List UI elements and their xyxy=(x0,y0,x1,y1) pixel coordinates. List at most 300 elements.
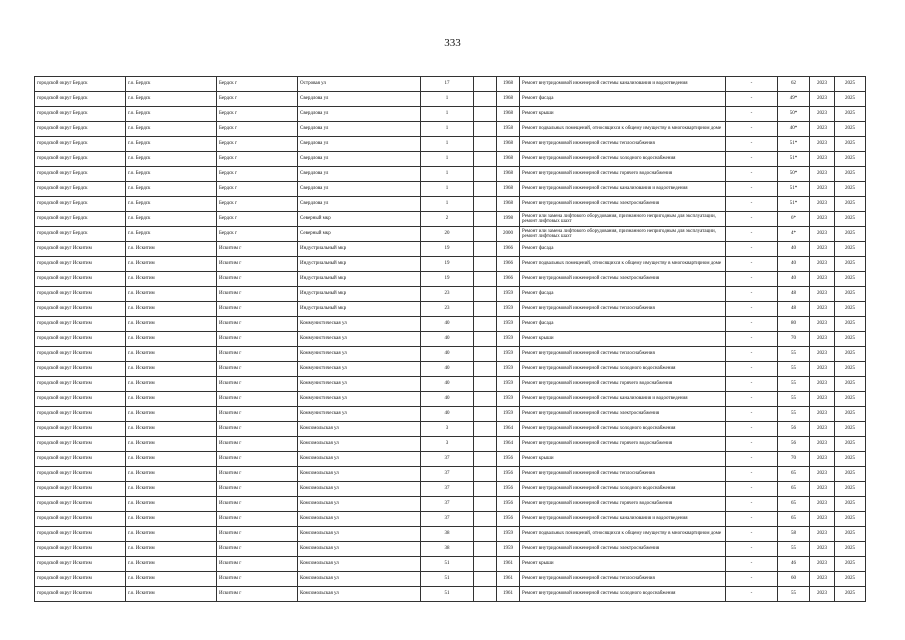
table-row xyxy=(35,542,866,557)
cell-dash: - xyxy=(726,542,778,557)
cell-year-built xyxy=(474,317,497,332)
cell-house-number: 51 xyxy=(421,587,474,602)
table-row xyxy=(35,362,866,377)
cell-year-from: 2023 xyxy=(810,362,835,377)
cell-municipality: городской округ Искитим xyxy=(35,467,126,482)
cell-settlement: г.о. Искитим xyxy=(126,317,217,332)
cell-blank: 1959 xyxy=(497,287,520,302)
cell-settlement: г.о. Искитим xyxy=(126,497,217,512)
cell-volume: 51* xyxy=(778,182,810,197)
cell-year-from: 2023 xyxy=(810,557,835,572)
cell-year-built xyxy=(474,542,497,557)
cell-work-type: Ремонт внутридомовой инженерной системы теплоснабжения xyxy=(520,572,726,587)
cell-street: Индустриальный мкр xyxy=(298,287,421,302)
table-row xyxy=(35,122,866,137)
cell-municipality: городской округ Искитим xyxy=(35,497,126,512)
table-row xyxy=(35,197,866,212)
cell-work-type: Ремонт внутридомовой инженерной системы горячего водоснабжения xyxy=(520,377,726,392)
cell-street: Коммунистическая ул xyxy=(298,317,421,332)
cell-municipality: городской округ Искитим xyxy=(35,257,126,272)
cell-house-number: 1 xyxy=(421,92,474,107)
cell-municipality: городской округ Искитим xyxy=(35,527,126,542)
table-row xyxy=(35,332,866,347)
page-number: 333 xyxy=(444,37,461,49)
cell-year-from: 2023 xyxy=(810,377,835,392)
cell-work-type: Ремонт внутридомовой инженерной системы электроснабжения xyxy=(520,197,726,212)
cell-house-number: 23 xyxy=(421,287,474,302)
cell-house-number: 1 xyxy=(421,107,474,122)
cell-street: Свердлова ул xyxy=(298,92,421,107)
cell-municipality: городской округ Искитим xyxy=(35,422,126,437)
cell-volume: 70 xyxy=(778,332,810,347)
table-row xyxy=(35,107,866,122)
cell-blank: 1968 xyxy=(497,167,520,182)
cell-street: Свердлова ул xyxy=(298,152,421,167)
cell-dash: - xyxy=(726,332,778,347)
cell-dash: - xyxy=(726,242,778,257)
table-row xyxy=(35,257,866,272)
cell-municipality: городской округ Искитим xyxy=(35,542,126,557)
cell-dash: - xyxy=(726,107,778,122)
cell-municipality: городской округ Бердск xyxy=(35,107,126,122)
cell-volume: 51* xyxy=(778,152,810,167)
cell-dash: - xyxy=(726,257,778,272)
cell-dash: - xyxy=(726,437,778,452)
cell-year-built xyxy=(474,272,497,287)
cell-dash: - xyxy=(726,452,778,467)
cell-house-number: 19 xyxy=(421,272,474,287)
table-row xyxy=(35,242,866,257)
cell-street: Коммунистическая ул xyxy=(298,362,421,377)
cell-dash: - xyxy=(726,527,778,542)
cell-year-to: 2025 xyxy=(835,272,866,287)
cell-house-number: 40 xyxy=(421,392,474,407)
cell-dash: - xyxy=(726,167,778,182)
cell-municipality: городской округ Искитим xyxy=(35,512,126,527)
cell-year-from: 2023 xyxy=(810,317,835,332)
cell-year-from: 2023 xyxy=(810,407,835,422)
cell-house-number: 38 xyxy=(421,542,474,557)
cell-blank: 1968 xyxy=(497,92,520,107)
cell-dash: - xyxy=(726,77,778,92)
cell-work-type: Ремонт внутридомовой инженерной системы канализования и водоотведения xyxy=(520,392,726,407)
cell-work-type: Ремонт внутридомовой инженерной системы холодного водоснабжения xyxy=(520,422,726,437)
cell-dash: - xyxy=(726,302,778,317)
cell-street: Индустриальный мкр xyxy=(298,242,421,257)
cell-municipality: городской округ Искитим xyxy=(35,407,126,422)
cell-volume: 6* xyxy=(778,212,810,227)
cell-municipality: городской округ Искитим xyxy=(35,377,126,392)
cell-volume: 55 xyxy=(778,587,810,602)
cell-work-type: Ремонт внутридомовой инженерной системы электроснабжения xyxy=(520,542,726,557)
cell-year-built xyxy=(474,137,497,152)
table-row xyxy=(35,152,866,167)
cell-street: Северный мкр xyxy=(298,212,421,227)
cell-municipality: городской округ Искитим xyxy=(35,317,126,332)
cell-locality: Бердск г xyxy=(217,182,298,197)
cell-settlement: г.о. Бердск xyxy=(126,182,217,197)
cell-house-number: 1 xyxy=(421,167,474,182)
cell-locality: Искитим г xyxy=(217,257,298,272)
cell-street: Северный мкр xyxy=(298,227,421,242)
cell-locality: Искитим г xyxy=(217,542,298,557)
cell-year-built xyxy=(474,332,497,347)
cell-dash: - xyxy=(726,407,778,422)
cell-volume: 40 xyxy=(778,242,810,257)
cell-year-from: 2023 xyxy=(810,587,835,602)
cell-municipality: городской округ Бердск xyxy=(35,137,126,152)
cell-settlement: г.о. Бердск xyxy=(126,227,217,242)
cell-year-built xyxy=(474,467,497,482)
cell-blank: 1968 xyxy=(497,107,520,122)
cell-settlement: г.о. Бердск xyxy=(126,92,217,107)
cell-year-from: 2023 xyxy=(810,227,835,242)
cell-volume: 48 xyxy=(778,287,810,302)
cell-locality: Искитим г xyxy=(217,317,298,332)
cell-street: Коммунистическая ул xyxy=(298,347,421,362)
cell-year-to: 2025 xyxy=(835,302,866,317)
cell-blank: 1959 xyxy=(497,527,520,542)
cell-locality: Искитим г xyxy=(217,437,298,452)
cell-blank: 1968 xyxy=(497,137,520,152)
cell-work-type: Ремонт внутридомовой инженерной системы электроснабжения xyxy=(520,272,726,287)
cell-volume: 40* xyxy=(778,122,810,137)
cell-year-from: 2023 xyxy=(810,182,835,197)
cell-year-from: 2023 xyxy=(810,257,835,272)
cell-year-from: 2023 xyxy=(810,572,835,587)
cell-locality: Искитим г xyxy=(217,587,298,602)
cell-year-to: 2025 xyxy=(835,557,866,572)
cell-volume: 55 xyxy=(778,362,810,377)
cell-house-number: 19 xyxy=(421,242,474,257)
cell-locality: Искитим г xyxy=(217,467,298,482)
cell-volume: 55 xyxy=(778,407,810,422)
cell-locality: Искитим г xyxy=(217,302,298,317)
cell-work-type: Ремонт внутридомовой инженерной системы теплоснабжения xyxy=(520,467,726,482)
cell-locality: Искитим г xyxy=(217,287,298,302)
cell-municipality: городской округ Искитим xyxy=(35,572,126,587)
cell-volume: 65 xyxy=(778,467,810,482)
cell-year-from: 2023 xyxy=(810,467,835,482)
cell-year-built xyxy=(474,302,497,317)
cell-locality: Искитим г xyxy=(217,242,298,257)
cell-street: Островая ул xyxy=(298,77,421,92)
cell-locality: Искитим г xyxy=(217,407,298,422)
cell-year-to: 2025 xyxy=(835,287,866,302)
table-row xyxy=(35,302,866,317)
cell-year-from: 2023 xyxy=(810,302,835,317)
cell-work-type: Ремонт внутридомовой инженерной системы теплоснабжения xyxy=(520,302,726,317)
cell-year-to: 2025 xyxy=(835,92,866,107)
cell-house-number: 3 xyxy=(421,422,474,437)
cell-settlement: г.о. Бердск xyxy=(126,107,217,122)
table-row xyxy=(35,512,866,527)
cell-municipality: городской округ Искитим xyxy=(35,452,126,467)
cell-settlement: г.о. Искитим xyxy=(126,302,217,317)
cell-dash: - xyxy=(726,137,778,152)
table-row xyxy=(35,317,866,332)
cell-settlement: г.о. Искитим xyxy=(126,377,217,392)
cell-municipality: городской округ Бердск xyxy=(35,182,126,197)
cell-street: Свердлова ул xyxy=(298,107,421,122)
cell-work-type: Ремонт фасада xyxy=(520,92,726,107)
cell-volume: 55 xyxy=(778,347,810,362)
cell-house-number: 1 xyxy=(421,197,474,212)
cell-year-to: 2025 xyxy=(835,467,866,482)
cell-blank: 1956 xyxy=(497,482,520,497)
cell-municipality: городской округ Искитим xyxy=(35,392,126,407)
cell-street: Комсомольская ул xyxy=(298,512,421,527)
cell-year-built xyxy=(474,182,497,197)
cell-house-number: 40 xyxy=(421,362,474,377)
cell-blank: 1959 xyxy=(497,407,520,422)
cell-dash: - xyxy=(726,272,778,287)
cell-settlement: г.о. Искитим xyxy=(126,362,217,377)
cell-house-number: 40 xyxy=(421,332,474,347)
cell-year-to: 2025 xyxy=(835,197,866,212)
cell-street: Комсомольская ул xyxy=(298,542,421,557)
cell-blank: 1961 xyxy=(497,557,520,572)
cell-volume: 65 xyxy=(778,482,810,497)
cell-blank: 1959 xyxy=(497,392,520,407)
table-row xyxy=(35,167,866,182)
cell-house-number: 40 xyxy=(421,347,474,362)
cell-settlement: г.о. Бердск xyxy=(126,152,217,167)
cell-volume: 48 xyxy=(778,302,810,317)
cell-dash: - xyxy=(726,212,778,227)
cell-year-from: 2023 xyxy=(810,107,835,122)
cell-blank: 2000 xyxy=(497,227,520,242)
cell-year-from: 2023 xyxy=(810,512,835,527)
cell-settlement: г.о. Бердск xyxy=(126,212,217,227)
cell-house-number: 2 xyxy=(421,212,474,227)
cell-year-to: 2025 xyxy=(835,452,866,467)
cell-settlement: г.о. Искитим xyxy=(126,542,217,557)
cell-year-to: 2025 xyxy=(835,107,866,122)
cell-blank: 1959 xyxy=(497,362,520,377)
cell-year-built xyxy=(474,92,497,107)
cell-locality: Бердск г xyxy=(217,77,298,92)
cell-locality: Бердск г xyxy=(217,227,298,242)
cell-work-type: Ремонт внутридомовой инженерной системы канализования и водоотведения xyxy=(520,182,726,197)
cell-locality: Искитим г xyxy=(217,482,298,497)
cell-locality: Искитим г xyxy=(217,527,298,542)
table-body xyxy=(35,77,866,602)
cell-year-built xyxy=(474,587,497,602)
cell-blank: 1998 xyxy=(497,212,520,227)
cell-municipality: городской округ Искитим xyxy=(35,302,126,317)
cell-year-built xyxy=(474,287,497,302)
cell-blank: 1956 xyxy=(497,497,520,512)
table-row xyxy=(35,272,866,287)
cell-volume: 46 xyxy=(778,557,810,572)
cell-volume: 62 xyxy=(778,77,810,92)
cell-volume: 55 xyxy=(778,392,810,407)
cell-volume: 56 xyxy=(778,422,810,437)
cell-blank: 1961 xyxy=(497,587,520,602)
cell-house-number: 1 xyxy=(421,182,474,197)
cell-street: Индустриальный мкр xyxy=(298,272,421,287)
cell-blank: 1964 xyxy=(497,422,520,437)
cell-house-number: 51 xyxy=(421,557,474,572)
cell-municipality: городской округ Искитим xyxy=(35,362,126,377)
table-row xyxy=(35,377,866,392)
cell-municipality: городской округ Искитим xyxy=(35,437,126,452)
cell-dash: - xyxy=(726,287,778,302)
cell-blank: 1959 xyxy=(497,332,520,347)
cell-house-number: 1 xyxy=(421,137,474,152)
cell-year-to: 2025 xyxy=(835,392,866,407)
cell-municipality: городской округ Искитим xyxy=(35,482,126,497)
cell-municipality: городской округ Искитим xyxy=(35,272,126,287)
cell-settlement: г.о. Искитим xyxy=(126,332,217,347)
cell-year-to: 2025 xyxy=(835,587,866,602)
cell-dash: - xyxy=(726,362,778,377)
cell-year-to: 2025 xyxy=(835,167,866,182)
cell-work-type: Ремонт внутридомовой инженерной системы теплоснабжения xyxy=(520,137,726,152)
table-row xyxy=(35,182,866,197)
cell-work-type: Ремонт подвальных помещений, относящихся к общему имуществу в многоквартирном доме xyxy=(520,527,726,542)
cell-year-built xyxy=(474,452,497,467)
cell-year-from: 2023 xyxy=(810,452,835,467)
cell-blank: 1968 xyxy=(497,152,520,167)
cell-municipality: городской округ Бердск xyxy=(35,212,126,227)
cell-year-to: 2025 xyxy=(835,77,866,92)
cell-street: Свердлова ул xyxy=(298,197,421,212)
cell-dash: - xyxy=(726,122,778,137)
cell-dash: - xyxy=(726,482,778,497)
cell-settlement: г.о. Бердск xyxy=(126,122,217,137)
cell-blank: 1956 xyxy=(497,512,520,527)
cell-settlement: г.о. Искитим xyxy=(126,257,217,272)
cell-year-built xyxy=(474,167,497,182)
cell-year-built xyxy=(474,107,497,122)
cell-municipality: городской округ Искитим xyxy=(35,242,126,257)
cell-street: Комсомольская ул xyxy=(298,437,421,452)
cell-street: Свердлова ул xyxy=(298,182,421,197)
cell-work-type: Ремонт крыши xyxy=(520,107,726,122)
cell-work-type: Ремонт внутридомовой инженерной системы горячего водоснабжения xyxy=(520,497,726,512)
cell-settlement: г.о. Искитим xyxy=(126,527,217,542)
cell-work-type: Ремонт крыши xyxy=(520,332,726,347)
cell-year-built xyxy=(474,257,497,272)
cell-blank: 1959 xyxy=(497,302,520,317)
cell-blank: 1956 xyxy=(497,452,520,467)
cell-work-type: Ремонт фасада xyxy=(520,287,726,302)
table-row xyxy=(35,422,866,437)
cell-blank: 1956 xyxy=(497,467,520,482)
cell-year-from: 2023 xyxy=(810,287,835,302)
cell-locality: Искитим г xyxy=(217,452,298,467)
cell-street: Комсомольская ул xyxy=(298,527,421,542)
cell-locality: Искитим г xyxy=(217,557,298,572)
cell-house-number: 37 xyxy=(421,452,474,467)
cell-year-built xyxy=(474,152,497,167)
cell-volume: 55 xyxy=(778,377,810,392)
cell-year-to: 2025 xyxy=(835,512,866,527)
cell-volume: 51* xyxy=(778,137,810,152)
cell-street: Индустриальный мкр xyxy=(298,257,421,272)
cell-street: Комсомольская ул xyxy=(298,572,421,587)
cell-year-from: 2023 xyxy=(810,437,835,452)
cell-dash: - xyxy=(726,587,778,602)
cell-settlement: г.о. Искитим xyxy=(126,452,217,467)
cell-street: Комсомольская ул xyxy=(298,452,421,467)
cell-settlement: г.о. Бердск xyxy=(126,197,217,212)
cell-locality: Искитим г xyxy=(217,422,298,437)
cell-locality: Искитим г xyxy=(217,392,298,407)
cell-volume: 58 xyxy=(778,527,810,542)
cell-municipality: городской округ Искитим xyxy=(35,332,126,347)
cell-dash: - xyxy=(726,422,778,437)
cell-year-from: 2023 xyxy=(810,167,835,182)
cell-year-built xyxy=(474,197,497,212)
cell-year-to: 2025 xyxy=(835,137,866,152)
cell-work-type: Ремонт или замена лифтового оборудования, признанного непригодным для эксплуатации, ремонт лифтовых шахт xyxy=(520,227,726,242)
cell-locality: Искитим г xyxy=(217,272,298,287)
cell-year-built xyxy=(474,482,497,497)
cell-year-from: 2023 xyxy=(810,197,835,212)
cell-blank: 1968 xyxy=(497,182,520,197)
cell-municipality: городской округ Бердск xyxy=(35,227,126,242)
cell-year-built xyxy=(474,242,497,257)
cell-dash: - xyxy=(726,497,778,512)
cell-work-type: Ремонт фасада xyxy=(520,317,726,332)
cell-work-type: Ремонт внутридомовой инженерной системы горячего водоснабжения xyxy=(520,437,726,452)
cell-year-built xyxy=(474,377,497,392)
cell-year-to: 2025 xyxy=(835,227,866,242)
cell-house-number: 40 xyxy=(421,407,474,422)
table-row xyxy=(35,437,866,452)
cell-house-number: 3 xyxy=(421,437,474,452)
table-row xyxy=(35,227,866,242)
cell-locality: Бердск г xyxy=(217,92,298,107)
cell-work-type: Ремонт или замена лифтового оборудования, признанного непригодным для эксплуатации, ремонт лифтовых шахт xyxy=(520,212,726,227)
cell-blank: 1959 xyxy=(497,377,520,392)
cell-work-type: Ремонт внутридомовой инженерной системы канализования и водоотведения xyxy=(520,77,726,92)
cell-year-to: 2025 xyxy=(835,542,866,557)
cell-settlement: г.о. Искитим xyxy=(126,242,217,257)
table-row xyxy=(35,467,866,482)
cell-year-to: 2025 xyxy=(835,317,866,332)
cell-work-type: Ремонт внутридомовой инженерной системы холодного водоснабжения xyxy=(520,362,726,377)
cell-year-from: 2023 xyxy=(810,137,835,152)
cell-municipality: городской округ Бердск xyxy=(35,77,126,92)
cell-locality: Бердск г xyxy=(217,122,298,137)
cell-year-to: 2025 xyxy=(835,497,866,512)
cell-dash: - xyxy=(726,152,778,167)
cell-work-type: Ремонт внутридомовой инженерной системы холодного водоснабжения xyxy=(520,482,726,497)
cell-settlement: г.о. Искитим xyxy=(126,272,217,287)
cell-street: Комсомольская ул xyxy=(298,422,421,437)
cell-work-type: Ремонт внутридомовой инженерной системы горячего водоснабжения xyxy=(520,167,726,182)
cell-year-to: 2025 xyxy=(835,437,866,452)
cell-year-built xyxy=(474,512,497,527)
cell-blank: 1968 xyxy=(497,77,520,92)
cell-year-built xyxy=(474,527,497,542)
cell-year-built xyxy=(474,122,497,137)
cell-volume: 80 xyxy=(778,317,810,332)
cell-street: Свердлова ул xyxy=(298,167,421,182)
cell-year-from: 2023 xyxy=(810,542,835,557)
cell-locality: Искитим г xyxy=(217,362,298,377)
cell-year-to: 2025 xyxy=(835,182,866,197)
cell-year-from: 2023 xyxy=(810,422,835,437)
cell-dash: - xyxy=(726,197,778,212)
cell-street: Свердлова ул xyxy=(298,137,421,152)
cell-year-to: 2025 xyxy=(835,422,866,437)
cell-municipality: городской округ Искитим xyxy=(35,587,126,602)
